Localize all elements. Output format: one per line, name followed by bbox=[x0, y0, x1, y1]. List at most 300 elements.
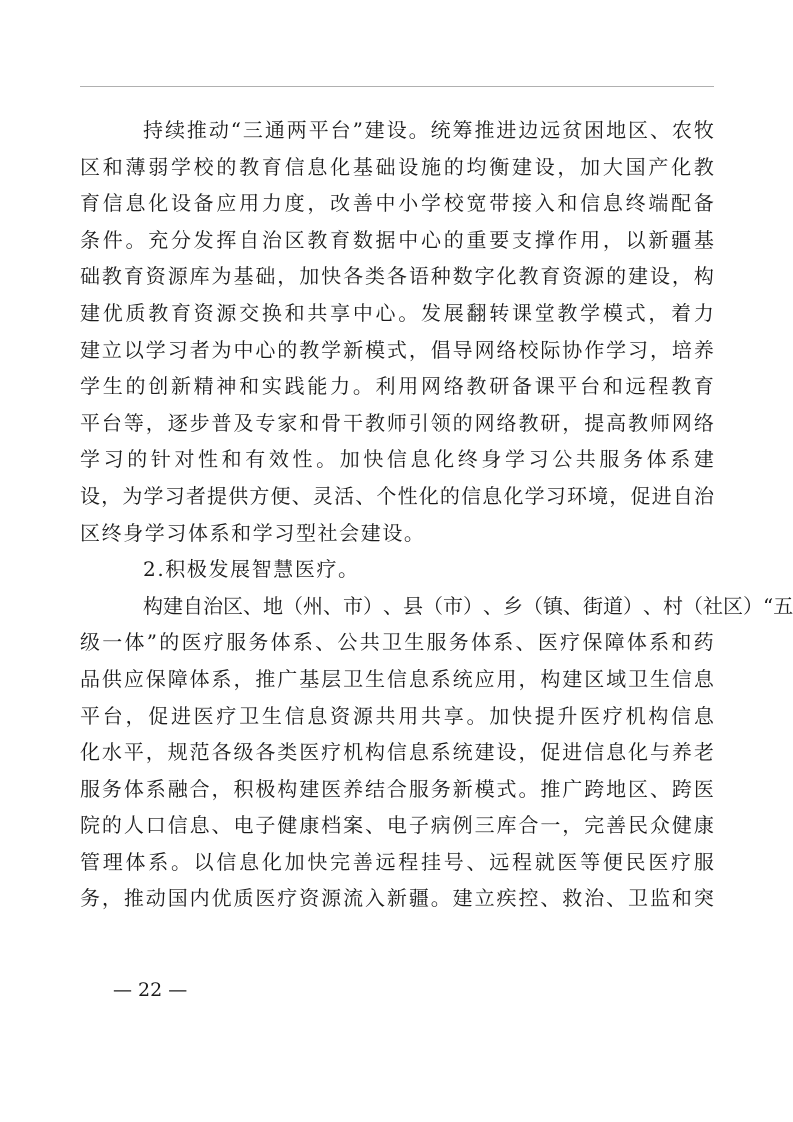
text-char: 协 bbox=[562, 337, 583, 362]
text-char: 发 bbox=[421, 300, 442, 325]
text-char: 、 bbox=[323, 593, 343, 618]
text-char: 信 bbox=[386, 666, 407, 691]
text-char: 的 bbox=[216, 154, 237, 179]
text-char: 改 bbox=[330, 191, 351, 216]
text-char: 薄 bbox=[125, 154, 146, 179]
text-char: 疗 bbox=[316, 557, 337, 582]
text-char: 例 bbox=[452, 813, 473, 838]
text-char: 个 bbox=[376, 483, 397, 508]
text-char: 息 bbox=[693, 703, 714, 728]
text-char: 系 bbox=[209, 520, 230, 545]
text-char: 公 bbox=[337, 630, 358, 655]
text-char: 学 bbox=[580, 300, 601, 325]
text-char: 网 bbox=[474, 410, 495, 435]
text-char: 体 bbox=[626, 630, 647, 655]
text-char: 设 bbox=[534, 154, 555, 179]
text-char: ， bbox=[307, 191, 328, 216]
text-char: 治 bbox=[203, 593, 223, 618]
text-char: ， bbox=[602, 227, 623, 252]
text-char: 民 bbox=[628, 813, 649, 838]
text-char: 息 bbox=[408, 740, 429, 765]
text-char: 翻 bbox=[466, 300, 487, 325]
text-char: 动 bbox=[208, 118, 229, 142]
text-char: 对 bbox=[174, 447, 195, 472]
text-char: 活 bbox=[334, 483, 355, 508]
text-char: 、 bbox=[649, 118, 670, 142]
text-char: ， bbox=[233, 666, 254, 691]
text-char: 建 bbox=[360, 520, 381, 545]
text-char: 积 bbox=[165, 557, 186, 582]
text-char: 身 bbox=[123, 520, 144, 545]
text-char: 中 bbox=[375, 191, 396, 216]
text-char: 挂 bbox=[421, 849, 442, 874]
text-char: 信 bbox=[216, 849, 237, 874]
text-char: 的 bbox=[443, 227, 464, 252]
text-char: 医 bbox=[693, 776, 714, 801]
text-char: 转 bbox=[489, 300, 510, 325]
text-char: 构 bbox=[693, 264, 714, 289]
text-char: 五 bbox=[773, 593, 793, 618]
text-line bbox=[80, 807, 714, 844]
text-char: 融 bbox=[167, 776, 188, 801]
text-char: ， bbox=[562, 410, 583, 435]
text-char: 各 bbox=[255, 740, 276, 765]
text-char: 提 bbox=[207, 483, 228, 508]
text-char: 以 bbox=[625, 227, 646, 252]
text-char: 镇 bbox=[543, 593, 563, 618]
text-char: ， bbox=[518, 740, 539, 765]
text-char: 极 bbox=[186, 557, 207, 582]
text-char: 进 bbox=[562, 740, 583, 765]
text-char: 带 bbox=[489, 191, 510, 216]
text-line bbox=[80, 734, 714, 771]
text-char: 络 bbox=[443, 374, 464, 399]
text-char: 服 bbox=[693, 849, 714, 874]
text-char: 跨 bbox=[671, 776, 692, 801]
text-char: 各 bbox=[343, 264, 364, 289]
text-char: 平 bbox=[80, 410, 100, 435]
text-char: 的 bbox=[606, 264, 627, 289]
text-char: 共 bbox=[375, 703, 396, 728]
text-char: 自 bbox=[239, 227, 260, 252]
text-char: 快 bbox=[511, 703, 532, 728]
text-char: 养 bbox=[343, 776, 364, 801]
text-char: 疗 bbox=[602, 703, 623, 728]
text-char: ” bbox=[146, 630, 158, 655]
text-char: 院 bbox=[80, 813, 100, 838]
text-char: 构 bbox=[364, 740, 385, 765]
text-char: 统 bbox=[452, 666, 473, 691]
text-char: 教 bbox=[239, 154, 260, 179]
text-char: 合 bbox=[386, 776, 407, 801]
text-char: 疗 bbox=[216, 703, 237, 728]
text-char: 系 bbox=[493, 630, 514, 655]
text-char: 信 bbox=[386, 447, 407, 472]
text-char: 医 bbox=[557, 849, 578, 874]
text-char: 习 bbox=[103, 447, 124, 472]
text-char: 式 bbox=[625, 300, 646, 325]
text-char: 疆 bbox=[671, 227, 692, 252]
text-char: 立 bbox=[474, 886, 495, 911]
text-char: 卫 bbox=[628, 666, 649, 691]
text-char: 分 bbox=[170, 227, 191, 252]
text-char: 信 bbox=[584, 740, 605, 765]
text-char: 共 bbox=[359, 630, 380, 655]
text-char: 应 bbox=[123, 666, 144, 691]
text-char: 学 bbox=[80, 374, 100, 399]
text-char: 一 bbox=[540, 813, 561, 838]
text-char: 基 bbox=[693, 227, 714, 252]
text-char: 学 bbox=[504, 447, 525, 472]
text-char: 教 bbox=[364, 410, 385, 435]
document-body bbox=[80, 112, 793, 917]
text-char: 统 bbox=[452, 740, 473, 765]
text-char: 设 bbox=[386, 118, 407, 142]
text-char: 统 bbox=[430, 118, 451, 142]
text-char: 及 bbox=[233, 410, 254, 435]
text-char: 系 bbox=[145, 776, 166, 801]
text-char: 市 bbox=[343, 593, 363, 618]
text-char: 品 bbox=[80, 666, 100, 691]
text-char: 级 bbox=[80, 630, 100, 655]
text-char: 培 bbox=[671, 337, 692, 362]
text-char: 习 bbox=[167, 337, 188, 362]
text-char: 养 bbox=[693, 337, 714, 362]
text-char: 。 bbox=[403, 520, 424, 545]
text-char: 广 bbox=[277, 666, 298, 691]
text-char: 应 bbox=[474, 666, 495, 691]
text-char: 教 bbox=[148, 300, 169, 325]
text-char: 资 bbox=[330, 703, 351, 728]
text-char: 区 bbox=[723, 593, 743, 618]
text-char: 推 bbox=[474, 118, 495, 142]
text-char: 力 bbox=[693, 300, 714, 325]
text-char: 规 bbox=[167, 740, 188, 765]
text-char: 为 bbox=[211, 337, 232, 362]
text-char: 务 bbox=[248, 630, 269, 655]
text-char: 远 bbox=[540, 118, 561, 142]
text-char: 和 bbox=[284, 300, 305, 325]
text-char: 家 bbox=[277, 410, 298, 435]
text-char: ， bbox=[101, 483, 122, 508]
text-char: 换 bbox=[261, 300, 282, 325]
text-char: 、 bbox=[606, 886, 627, 911]
text-char: 医 bbox=[648, 849, 669, 874]
text-char: 研 bbox=[489, 374, 510, 399]
text-char: 卫 bbox=[381, 630, 402, 655]
text-char: 各 bbox=[386, 264, 407, 289]
text-char: 化 bbox=[503, 483, 524, 508]
text-char: 台 bbox=[330, 118, 351, 142]
text-char: 极 bbox=[255, 776, 276, 801]
text-char: 社 bbox=[703, 593, 723, 618]
text-char: 生 bbox=[261, 703, 282, 728]
text-char: 平 bbox=[123, 740, 144, 765]
text-char: ） bbox=[463, 593, 483, 618]
text-char: 系 bbox=[148, 849, 169, 874]
text-line bbox=[80, 588, 793, 625]
text-char: 和 bbox=[231, 520, 252, 545]
text-char: 课 bbox=[534, 374, 555, 399]
text-char: 者 bbox=[189, 337, 210, 362]
text-char: 建 bbox=[163, 593, 183, 618]
text-char: 基 bbox=[233, 264, 254, 289]
text-char: 和 bbox=[557, 191, 578, 216]
text-char: 服 bbox=[426, 630, 447, 655]
text-char: 系 bbox=[649, 630, 670, 655]
text-char: 进 bbox=[170, 703, 191, 728]
text-char: 台 bbox=[102, 703, 123, 728]
text-char: 、 bbox=[563, 593, 583, 618]
text-char: 自 bbox=[672, 483, 693, 508]
text-char: 方 bbox=[249, 483, 270, 508]
text-char: 信 bbox=[284, 154, 305, 179]
text-char: 设 bbox=[170, 191, 191, 216]
text-char: 子 bbox=[255, 813, 276, 838]
text-char: 等 bbox=[580, 849, 601, 874]
text-char: 推 bbox=[540, 776, 561, 801]
text-char: 的 bbox=[443, 154, 464, 179]
text-char: 老 bbox=[693, 740, 714, 765]
text-char: 教 bbox=[557, 300, 578, 325]
text-char: 民 bbox=[625, 849, 646, 874]
text-char: 务 bbox=[101, 776, 122, 801]
text-char: 加 bbox=[489, 703, 510, 728]
text-char: 推 bbox=[186, 118, 207, 142]
text-char: 治 bbox=[261, 227, 282, 252]
text-char: 远 bbox=[375, 849, 396, 874]
text-char: 合 bbox=[518, 813, 539, 838]
text-char: 息 bbox=[408, 666, 429, 691]
text-char: 广 bbox=[562, 776, 583, 801]
text-char: 以 bbox=[123, 337, 144, 362]
text-char: 的 bbox=[277, 337, 298, 362]
text-char: 康 bbox=[299, 813, 320, 838]
text-char: 化 bbox=[671, 154, 692, 179]
text-line bbox=[80, 478, 714, 515]
text-char: 体 bbox=[270, 630, 291, 655]
text-char: 体 bbox=[124, 630, 145, 655]
text-char: 加 bbox=[284, 849, 305, 874]
text-char: 教 bbox=[671, 374, 692, 399]
text-char: 务 bbox=[448, 630, 469, 655]
text-char: ， bbox=[648, 300, 669, 325]
text-char: 息 bbox=[410, 447, 431, 472]
text-char: 疗 bbox=[671, 849, 692, 874]
text-char: 区 bbox=[284, 227, 305, 252]
text-char: 医 bbox=[181, 630, 202, 655]
text-char: 骨 bbox=[321, 410, 342, 435]
text-char: 疾 bbox=[496, 886, 517, 911]
text-char: 市 bbox=[443, 593, 463, 618]
text-char: 控 bbox=[518, 886, 539, 911]
text-char: 积 bbox=[233, 776, 254, 801]
text-char: ， bbox=[562, 813, 583, 838]
text-char: 终 bbox=[625, 191, 646, 216]
text-char: 灵 bbox=[312, 483, 333, 508]
text-char: 服 bbox=[408, 776, 429, 801]
text-char: 。 bbox=[170, 849, 191, 874]
text-char: 区 bbox=[628, 776, 649, 801]
text-char: 用 bbox=[398, 703, 419, 728]
text-char: 众 bbox=[649, 813, 670, 838]
text-char: 享 bbox=[443, 703, 464, 728]
text-char: 平 bbox=[557, 374, 578, 399]
text-char: 化 bbox=[628, 740, 649, 765]
text-char: 新 bbox=[343, 337, 364, 362]
text-char: 电 bbox=[233, 813, 254, 838]
text-char: 进 bbox=[496, 118, 517, 142]
text-char: 服 bbox=[80, 776, 100, 801]
text-char: 地 bbox=[263, 593, 283, 618]
text-char: 服 bbox=[226, 630, 247, 655]
text-char: 教 bbox=[518, 410, 539, 435]
text-char: 善 bbox=[606, 813, 627, 838]
text-char: 持 bbox=[143, 118, 163, 142]
text-char: （ bbox=[423, 593, 443, 618]
text-line bbox=[80, 661, 714, 698]
text-char: 数 bbox=[452, 264, 473, 289]
text-char: 健 bbox=[277, 813, 298, 838]
section-heading bbox=[80, 551, 714, 588]
text-char: 学 bbox=[421, 191, 442, 216]
text-char: 建 bbox=[628, 264, 649, 289]
text-char: 新 bbox=[386, 886, 407, 911]
text-char: 构 bbox=[143, 593, 163, 618]
text-line bbox=[80, 295, 714, 332]
text-char: 体 bbox=[471, 630, 492, 655]
text-char: 发 bbox=[193, 227, 214, 252]
text-char: 据 bbox=[375, 227, 396, 252]
text-char: 信 bbox=[102, 191, 123, 216]
text-char: 案 bbox=[343, 813, 364, 838]
text-char: 、 bbox=[243, 593, 263, 618]
text-char: 2 bbox=[143, 557, 156, 582]
text-char: 救 bbox=[562, 886, 583, 911]
text-char: 研 bbox=[540, 410, 561, 435]
text-char: 数 bbox=[352, 227, 373, 252]
text-char: 善 bbox=[352, 191, 373, 216]
text-char: 体 bbox=[646, 447, 667, 472]
text-char: 息 bbox=[239, 849, 260, 874]
text-char: 口 bbox=[145, 813, 166, 838]
text-char: ） bbox=[743, 593, 763, 618]
text-char: 络 bbox=[693, 410, 714, 435]
text-char: 息 bbox=[125, 191, 146, 216]
text-char: 小 bbox=[398, 191, 419, 216]
text-char: 两 bbox=[286, 118, 307, 142]
text-char: 领 bbox=[430, 410, 451, 435]
text-char: 学 bbox=[143, 483, 164, 508]
text-char: 续 bbox=[164, 118, 185, 142]
text-char: 建 bbox=[80, 337, 100, 362]
text-char: 网 bbox=[474, 337, 495, 362]
text-char: 师 bbox=[386, 410, 407, 435]
text-char: 疗 bbox=[321, 740, 342, 765]
text-char: 医 bbox=[321, 776, 342, 801]
text-char: 医 bbox=[255, 886, 276, 911]
text-char: 习 bbox=[545, 483, 566, 508]
text-char: 体 bbox=[125, 849, 146, 874]
text-char: 务 bbox=[623, 447, 644, 472]
text-char: 型 bbox=[295, 520, 316, 545]
page-number: — 22 — bbox=[113, 979, 188, 1001]
text-char: 。 bbox=[352, 374, 373, 399]
text-char: 建 bbox=[511, 154, 532, 179]
text-char: 校 bbox=[443, 191, 464, 216]
text-char: 医 bbox=[294, 557, 315, 582]
text-char: 国 bbox=[167, 886, 188, 911]
text-char: 、 bbox=[315, 630, 336, 655]
text-char: 村 bbox=[663, 593, 683, 618]
text-char: 信 bbox=[671, 666, 692, 691]
text-char: 配 bbox=[671, 191, 692, 216]
text-char: 性 bbox=[397, 483, 418, 508]
text-char: 程 bbox=[398, 849, 419, 874]
text-char: 构 bbox=[540, 666, 561, 691]
text-char: 式 bbox=[386, 337, 407, 362]
text-char: 建 bbox=[562, 666, 583, 691]
text-char: 用 bbox=[239, 191, 260, 216]
text-char: 基 bbox=[299, 666, 320, 691]
text-char: 道 bbox=[603, 593, 623, 618]
text-line bbox=[80, 771, 714, 808]
text-char: 共 bbox=[575, 447, 596, 472]
text-char: 快 bbox=[321, 264, 342, 289]
text-char: 心 bbox=[421, 227, 442, 252]
text-line bbox=[80, 880, 714, 917]
text-char: 构 bbox=[648, 703, 669, 728]
text-char: 障 bbox=[604, 630, 625, 655]
text-char: 进 bbox=[651, 483, 672, 508]
text-char: 各 bbox=[211, 740, 232, 765]
text-char: 级 bbox=[233, 740, 254, 765]
text-char: 和 bbox=[239, 374, 260, 399]
text-char: 的 bbox=[452, 410, 473, 435]
text-char: 卫 bbox=[343, 666, 364, 691]
text-line bbox=[80, 405, 714, 442]
text-char: 与 bbox=[649, 740, 670, 765]
text-char: 学 bbox=[524, 483, 545, 508]
text-char: 信 bbox=[284, 703, 305, 728]
text-char: 、 bbox=[643, 593, 663, 618]
text-char: ， bbox=[125, 703, 146, 728]
text-char: 字 bbox=[474, 264, 495, 289]
text-char: 以 bbox=[193, 849, 214, 874]
text-char: 施 bbox=[421, 154, 442, 179]
text-char: 。 bbox=[466, 703, 487, 728]
text-char: 便 bbox=[602, 849, 623, 874]
text-char: 应 bbox=[216, 191, 237, 216]
text-char: 学 bbox=[145, 337, 166, 362]
text-char: 三 bbox=[242, 118, 263, 142]
text-char: ， bbox=[145, 740, 166, 765]
text-char: ， bbox=[671, 264, 692, 289]
text-char: 产 bbox=[648, 154, 669, 179]
text-line bbox=[80, 368, 714, 405]
text-char: 。 bbox=[338, 557, 359, 582]
text-char: 育 bbox=[80, 191, 100, 216]
text-char: 和 bbox=[671, 886, 692, 911]
text-char: 治 bbox=[584, 886, 605, 911]
text-char: 会 bbox=[339, 520, 360, 545]
text-char: ， bbox=[408, 337, 429, 362]
text-char: 普 bbox=[211, 410, 232, 435]
text-char: 共 bbox=[421, 703, 442, 728]
text-char: 等 bbox=[123, 410, 144, 435]
text-char: 区 bbox=[223, 593, 243, 618]
text-char: 学 bbox=[144, 520, 165, 545]
